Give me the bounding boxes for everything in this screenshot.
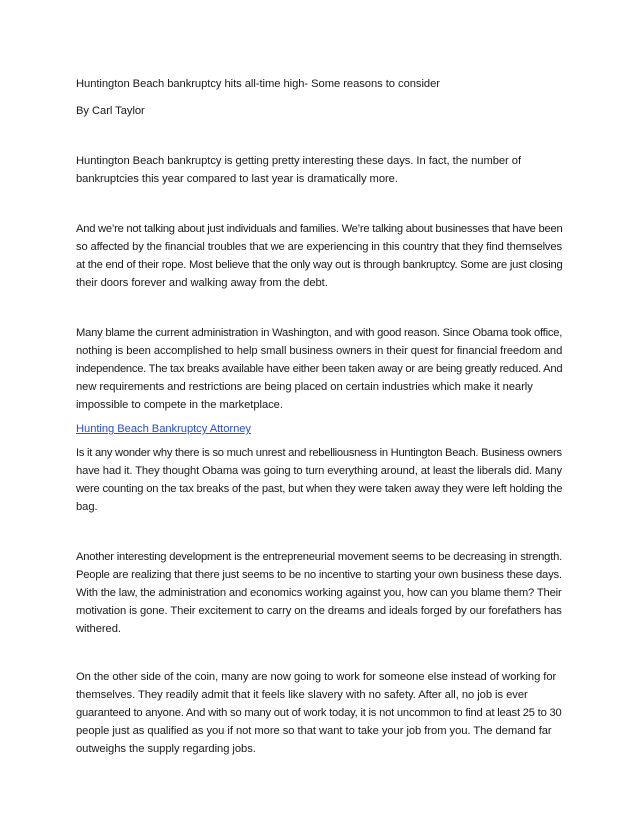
- paragraph-4-line-4: bag.: [76, 501, 98, 513]
- paragraph-4-line-2: have had it. They thought Obama was going to turn everything around, at least the liberals did. Many: [76, 465, 562, 477]
- byline: By Carl Taylor: [76, 105, 145, 117]
- paragraph-3-line-4: new requirements and restrictions are being placed on certain industries which make it nearly: [76, 381, 533, 393]
- paragraph-2-line-2: so affected by the financial troubles that we are experiencing in this country that they find themselves: [76, 241, 562, 253]
- paragraph-3-line-3: independence. The tax breaks available have either been taken away or are being greatly reduced. And: [76, 363, 563, 375]
- paragraph-5-line-4: motivation is gone. Their excitement to carry on the dreams and ideals forged by our forefathers has: [76, 605, 562, 617]
- paragraph-2-line-1: And we’re not talking about just individuals and families. We’re talking about businesses that have been: [76, 223, 563, 235]
- paragraph-3-line-2: nothing is been accomplished to help small business owners in their quest for financial freedom and: [76, 345, 563, 357]
- paragraph-3-line-5: impossible to compete in the marketplace.: [76, 399, 283, 411]
- paragraph-5-line-5: withered.: [76, 623, 121, 635]
- paragraph-1-line-2: bankruptcies this year compared to last year is dramatically more.: [76, 173, 398, 185]
- paragraph-1-line-1: Huntington Beach bankruptcy is getting pretty interesting these days. In fact, the number of: [76, 155, 522, 167]
- document-title: Huntington Beach bankruptcy hits all-time high- Some reasons to consider: [76, 78, 440, 90]
- paragraph-6-line-3: guaranteed to anyone. And with so many out of work today, it is not uncommon to find at least 25 to 30: [76, 707, 562, 719]
- paragraph-6-line-4: people just as qualified as you if not more so that want to take your job from you. The demand far: [76, 725, 552, 737]
- paragraph-4-line-1: Is it any wonder why there is so much unrest and rebelliousness in Huntington Beach. Business owners: [76, 447, 562, 459]
- paragraph-2-line-3: at the end of their rope. Most believe that the only way out is through bankruptcy. Some are just closing: [76, 259, 563, 271]
- paragraph-5-line-1: Another interesting development is the entrepreneurial movement seems to be decreasing in strength.: [76, 551, 563, 563]
- paragraph-4-line-3: were counting on the tax breaks of the past, but when they were taken away they were left holding the: [76, 483, 563, 495]
- paragraph-2-line-4: their doors forever and walking away from the debt.: [76, 277, 328, 289]
- paragraph-5-line-2: People are realizing that there just seems to be no incentive to starting your own business these days.: [76, 569, 562, 581]
- paragraph-5-line-3: With the law, the administration and economics working against you, how can you blame them? Their: [76, 587, 562, 599]
- paragraph-6-line-5: outweighs the supply regarding jobs.: [76, 743, 256, 755]
- attorney-link[interactable]: Hunting Beach Bankruptcy Attorney: [76, 423, 251, 435]
- paragraph-6-line-2: themselves. They readily admit that it feels like slavery with no safety. After all, no job is ever: [76, 689, 528, 701]
- paragraph-3-line-1: Many blame the current administration in Washington, and with good reason. Since Obama took office,: [76, 327, 563, 339]
- paragraph-6-line-1: On the other side of the coin, many are now going to work for someone else instead of working for: [76, 671, 557, 683]
